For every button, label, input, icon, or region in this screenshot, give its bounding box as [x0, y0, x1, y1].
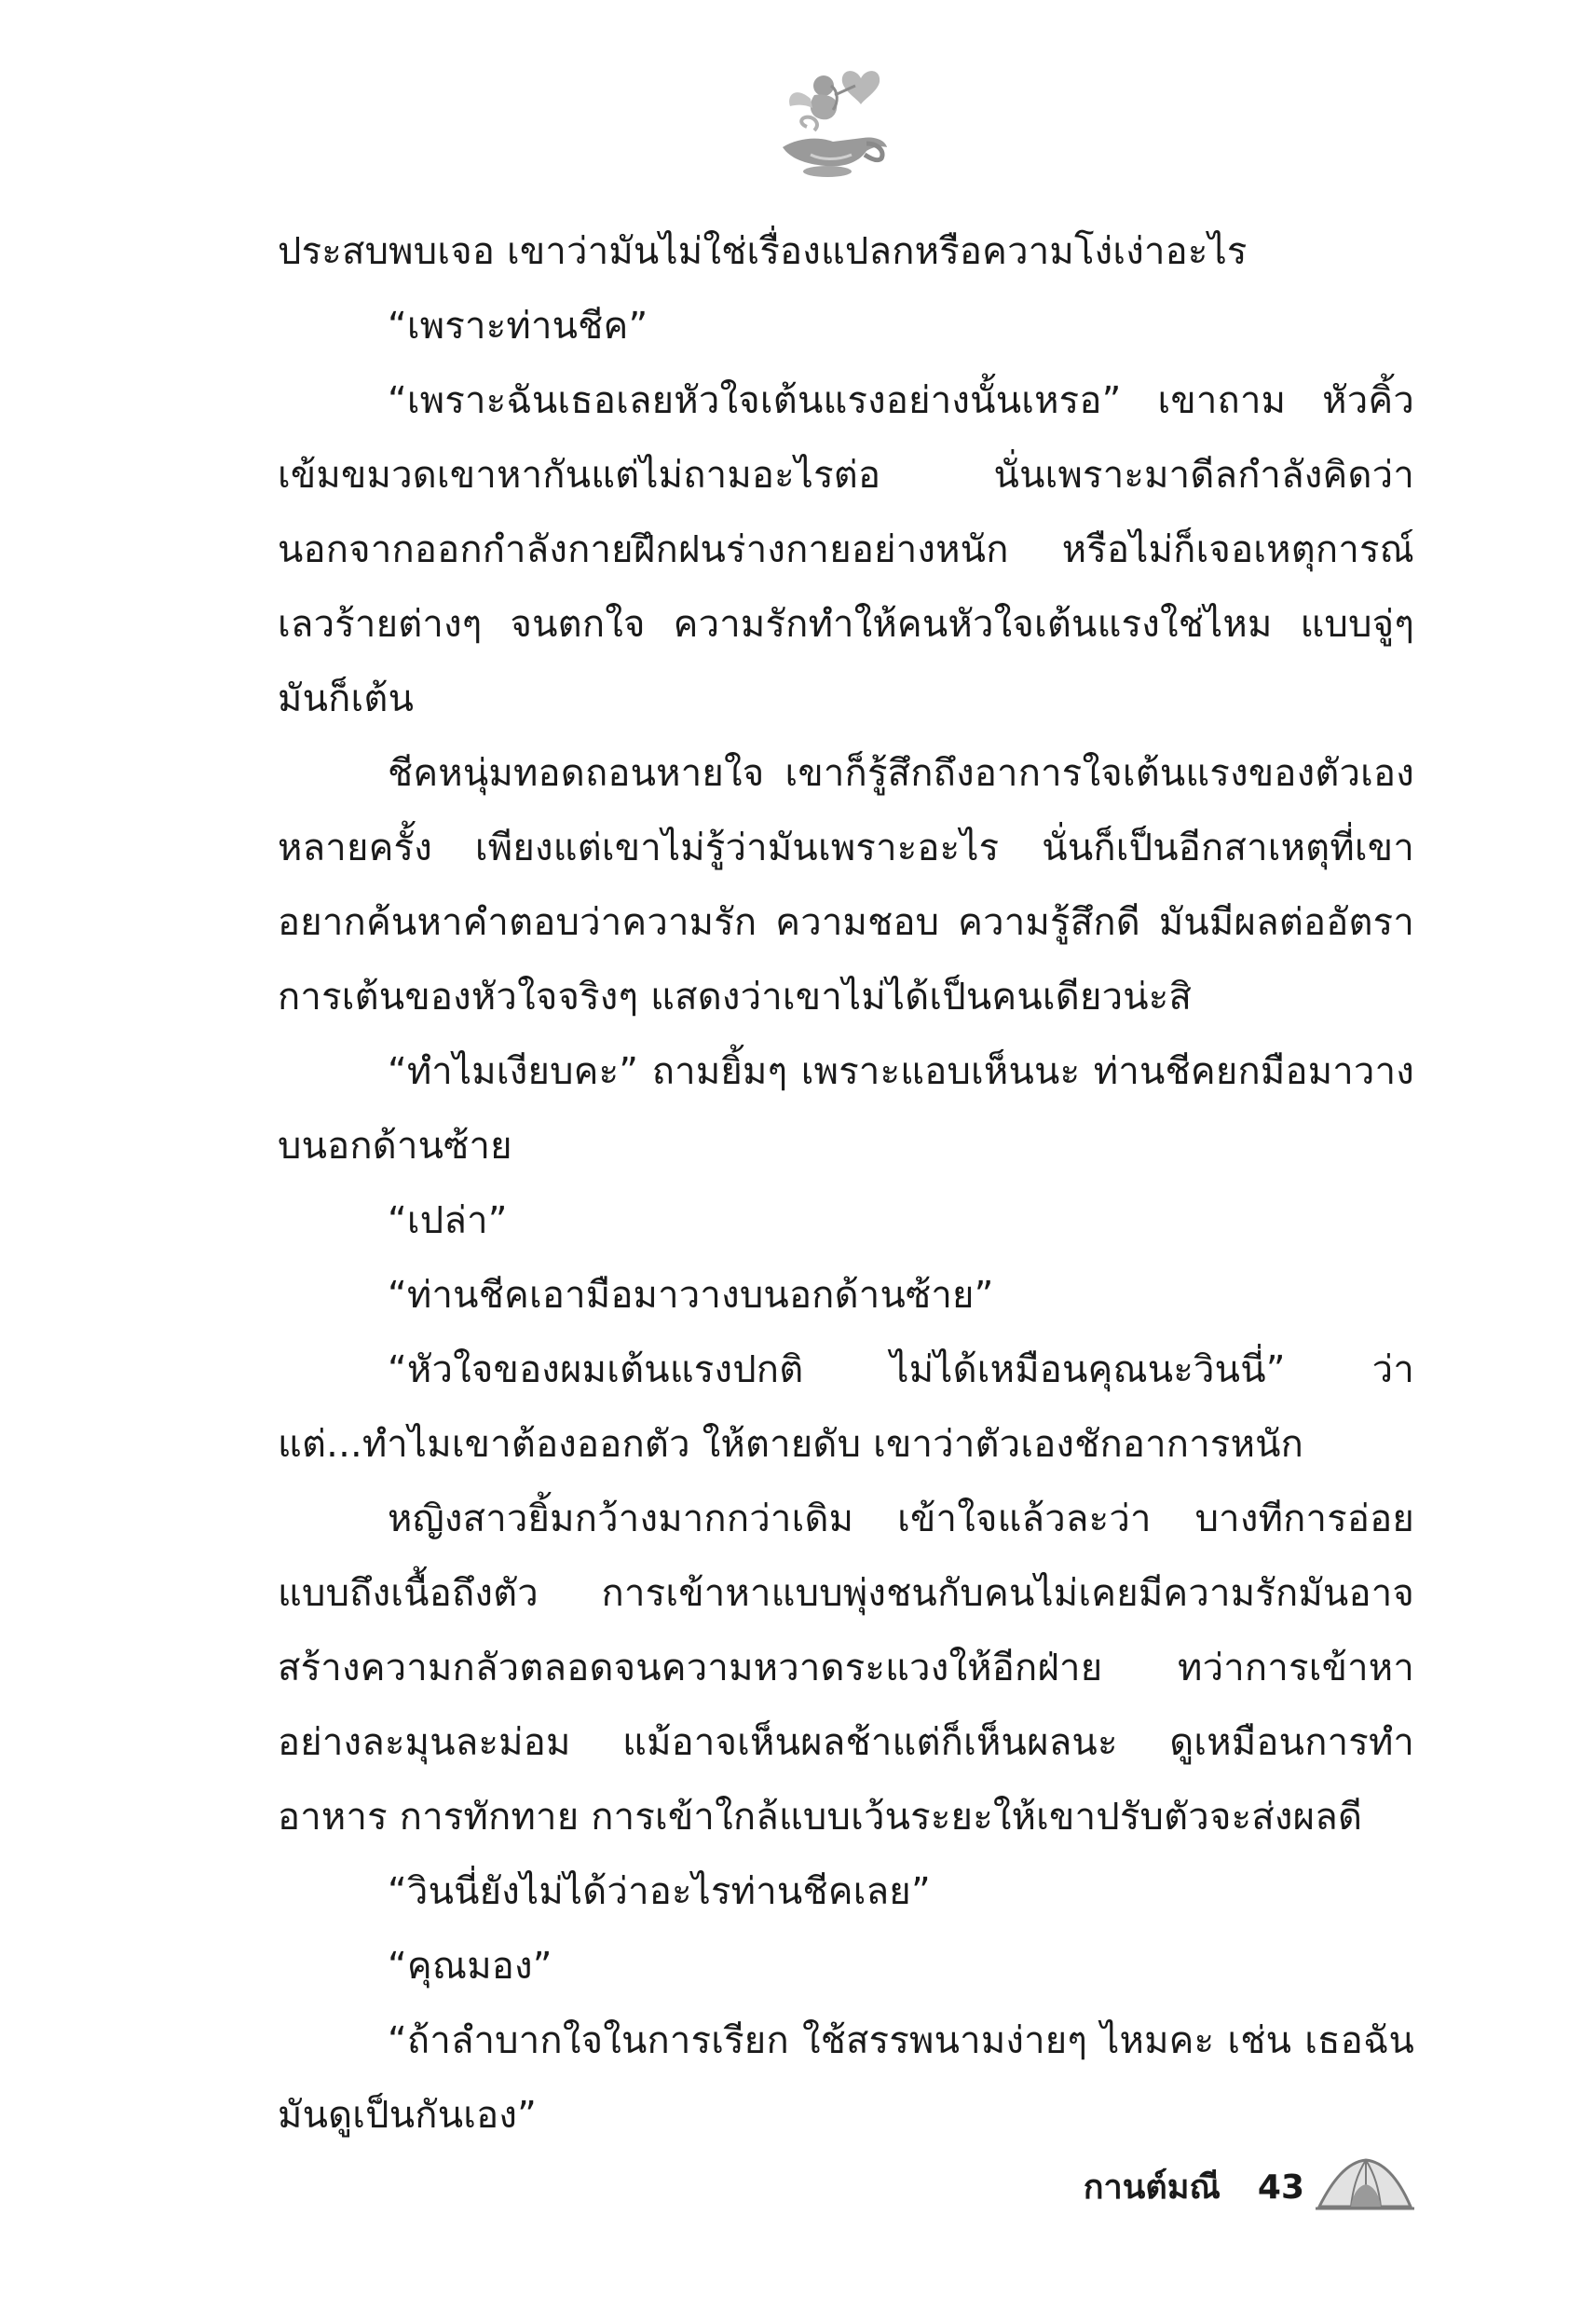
tent-icon	[1314, 2153, 1416, 2214]
running-footer	[1084, 2160, 1304, 2213]
paragraph: “หัวใจของผมเต้นแรงปกติ ไม่ได้เหมือนคุณนะวินนี่” ว่าแต่...ทำไมเขาต้องออกตัว ให้ตายดับ เขาว่าตัวเองชักอาการหนัก	[278, 1348, 1414, 1466]
page-footer	[1006, 2153, 1416, 2218]
paragraph: “เพราะท่านชีค”	[388, 305, 648, 348]
paragraph: “ท่านชีคเอามือมาวางบนอกด้านซ้าย”	[388, 1274, 994, 1317]
paragraph: ชีคหนุ่มทอดถอนหายใจ เขาก็รู้สึกถึงอาการใจเต้นแรงของตัวเองหลายครั้ง เพียงแต่เขาไม่รู้ว่ามันเพราะอะไร นั่นก็เป็นอีกสาเหตุที่เขาอยากค้นหาคำตอบว่าความรัก ความชอบ ความรู้สึกดี มันมีผลต่ออัตราการเต้นของหัวใจจริงๆ แสดงว่าเขาไม่ได้เป็นคนเดียวน่ะสิ	[278, 752, 1414, 1019]
paragraph: “คุณมอง”	[388, 1945, 552, 1988]
cupid-on-magic-lamp-icon	[770, 58, 900, 184]
paragraph: หญิงสาวยิ้มกว้างมากกว่าเดิม เข้าใจแล้วละว่า บางทีการอ่อยแบบถึงเนื้อถึงตัว การเข้าหาแบบพุ่งชนกับคนไม่เคยมีความรักมันอาจสร้างความกลัวตลอดจนความหวาดระแวงให้อีกฝ่าย ทว่าการเข้าหาอย่างละมุนละม่อม แม้อาจเห็นผลช้าแต่ก็เห็นผลนะ ดูเหมือนการทำอาหาร การทักทาย การเข้าใกล้แบบเว้นระยะให้เขาปรับตัวจะส่งผลดี	[278, 1497, 1414, 1839]
paragraph: ประสบพบเจอ เขาว่ามันไม่ใช่เรื่องแปลกหรือความโง่เง่าอะไร	[278, 230, 1248, 273]
page-number: 43	[1257, 2168, 1304, 2207]
paragraph: “วินนี่ยังไม่ได้ว่าอะไรท่านชีคเลย”	[388, 1870, 931, 1913]
body-text	[278, 214, 1414, 2153]
paragraph: “เปล่า”	[388, 1199, 508, 1242]
paragraph: “ถ้าลำบากใจในการเรียก ใช้สรรพนามง่ายๆ ไหมคะ เช่น เธอฉันมันดูเป็นกันเอง”	[278, 2019, 1414, 2137]
author-name: กานต์มณี	[1083, 2168, 1221, 2207]
paragraph: “ทำไมเงียบคะ” ถามยิ้มๆ เพราะแอบเห็นนะ ท่านชีคยกมือมาวางบนอกด้านซ้าย	[278, 1050, 1414, 1168]
paragraph: “เพราะฉันเธอเลยหัวใจเต้นแรงอย่างนั้นเหรอ” เขาถาม หัวคิ้วเข้มขมวดเขาหากันแต่ไม่ถามอะไรต่อ นั่นเพราะมาดีลกำลังคิดว่า นอกจากออกกำลังกายฝึกฝนร่างกายอย่างหนัก หรือไม่ก็เจอเหตุการณ์เลวร้ายต่างๆ จนตกใจ ความรักทำให้คนหัวใจเต้นแรงใช่ไหม แบบจู่ๆ มันก็เต้น	[278, 379, 1414, 720]
